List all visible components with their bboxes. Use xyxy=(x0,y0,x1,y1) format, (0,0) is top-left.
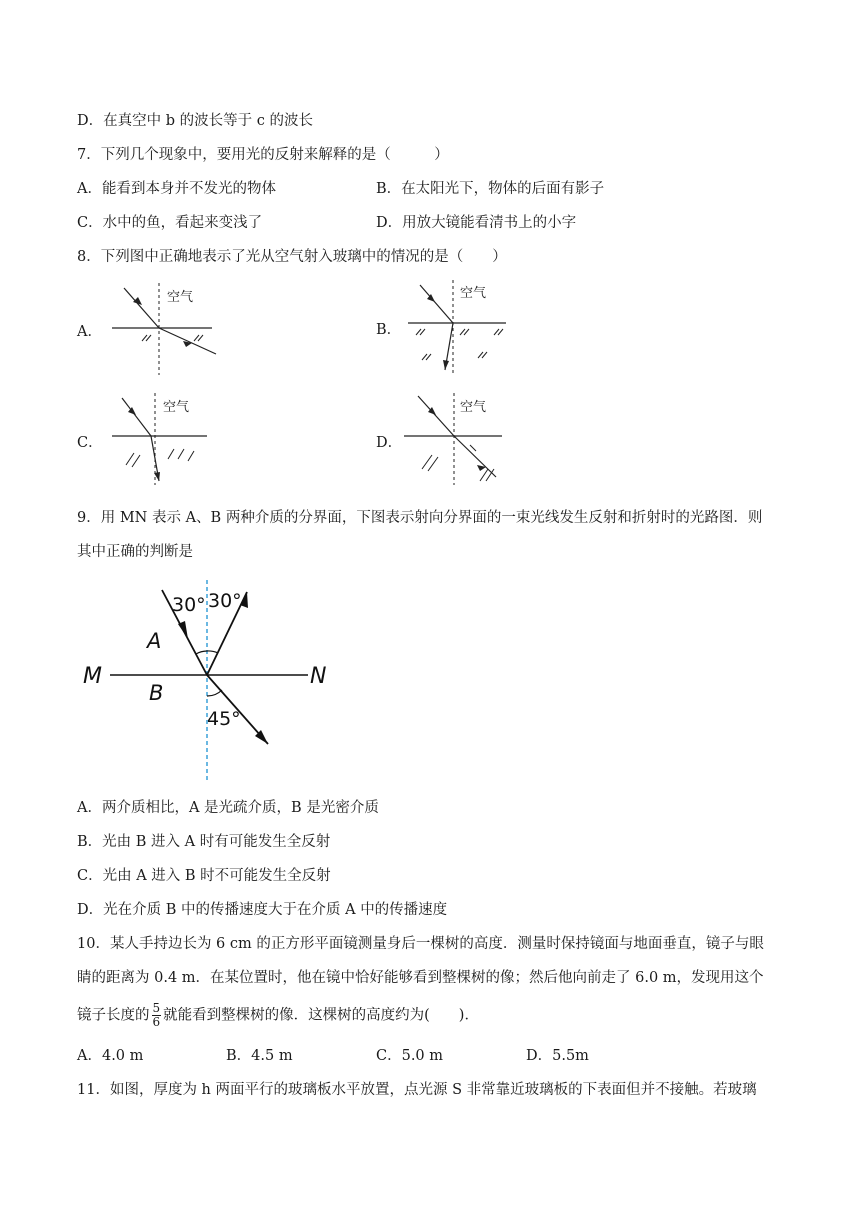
q7-option-c: C．水中的鱼，看起来变浅了 xyxy=(77,215,263,231)
q9-angle-refract: 45° xyxy=(207,708,241,730)
q10-option-c: C．5.0 m xyxy=(376,1048,444,1064)
q8-figure-c xyxy=(112,393,212,485)
q10-line1: 10．某人手持边长为 6 cm 的正方形平面镜测量身后一棵树的高度．测量时保持镜面与地面垂直，镜子与眼 xyxy=(77,936,764,952)
q10-fraction-denominator: 6 xyxy=(152,1015,161,1029)
q9-angle-incident: 30° xyxy=(172,594,206,616)
q9-option-a: A．两介质相比，A 是光疏介质，B 是光密介质 xyxy=(77,800,379,816)
q10-option-b: B．4.5 m xyxy=(226,1048,293,1064)
q9-option-b: B．光由 B 进入 A 时有可能发生全反射 xyxy=(77,834,331,850)
q9-medium-a-label: A xyxy=(147,629,162,653)
q7-option-a: A．能看到本身并不发光的物体 xyxy=(77,181,276,197)
q10-fraction-numerator: 5 xyxy=(152,1001,161,1015)
q10-line3-start: 镜子长度的 xyxy=(77,1007,150,1024)
q10-line3 xyxy=(77,1002,479,1029)
q8-label-c: C． xyxy=(77,435,103,451)
q7-option-d: D．用放大镜能看清书上的小字 xyxy=(376,215,577,231)
q9-option-c: C．光由 A 进入 B 时不可能发生全反射 xyxy=(77,868,331,884)
q8-figure-b xyxy=(408,280,508,375)
q7-option-b: B．在太阳光下，物体的后面有影子 xyxy=(376,181,605,197)
q8-label-a: A． xyxy=(77,324,102,340)
q9-angle-reflect: 30° xyxy=(208,590,242,612)
q6-option-d: D．在真空中 b 的波长等于 c 的波长 xyxy=(77,113,313,129)
q9-option-d: D．光在介质 B 中的传播速度大于在介质 A 中的传播速度 xyxy=(77,902,448,918)
q8-figure-d xyxy=(404,393,504,485)
q8-stem: 8．下列图中正确地表示了光从空气射入玻璃中的情况的是（ ） xyxy=(77,249,507,265)
q8b-air-label: 空气 xyxy=(460,286,487,301)
q8-label-b: B． xyxy=(376,322,402,338)
q10-line2: 睛的距离为 0.4 m．在某位置时，他在镜中恰好能够看到整棵树的像；然后他向前走了 6.0 m，发现用这个 xyxy=(77,970,764,986)
q10-option-a: A．4.0 m xyxy=(77,1048,144,1064)
q9-point-m-label: M xyxy=(83,664,102,689)
q9-stem-line2: 其中正确的判断是 xyxy=(77,544,193,560)
q9-point-n-label: N xyxy=(310,664,327,689)
q9-stem-line1: 9．用 MN 表示 A、B 两种介质的分界面，下图表示射向分界面的一束光线发生反射和折射时的光路图．则 xyxy=(77,510,763,526)
q10-line3-end: 就能看到整棵树的像．这棵树的高度约为( )． xyxy=(163,1007,479,1024)
q8a-air-label: 空气 xyxy=(167,290,194,305)
q7-stem: 7．下列几个现象中，要用光的反射来解释的是（ ） xyxy=(77,147,449,163)
q8-label-d: D． xyxy=(376,435,403,451)
q8d-air-label: 空气 xyxy=(460,400,487,415)
q10-option-d: D．5.5m xyxy=(526,1048,589,1064)
q8-figure-a xyxy=(112,283,220,375)
q9-figure xyxy=(80,578,340,783)
q9-medium-b-label: B xyxy=(149,681,164,705)
q11-line1: 11．如图，厚度为 h 两面平行的玻璃板水平放置，点光源 S 非常靠近玻璃板的下表面但并不接触。若玻璃 xyxy=(77,1082,757,1098)
q10-fraction xyxy=(152,1002,162,1029)
q8c-air-label: 空气 xyxy=(163,400,190,415)
